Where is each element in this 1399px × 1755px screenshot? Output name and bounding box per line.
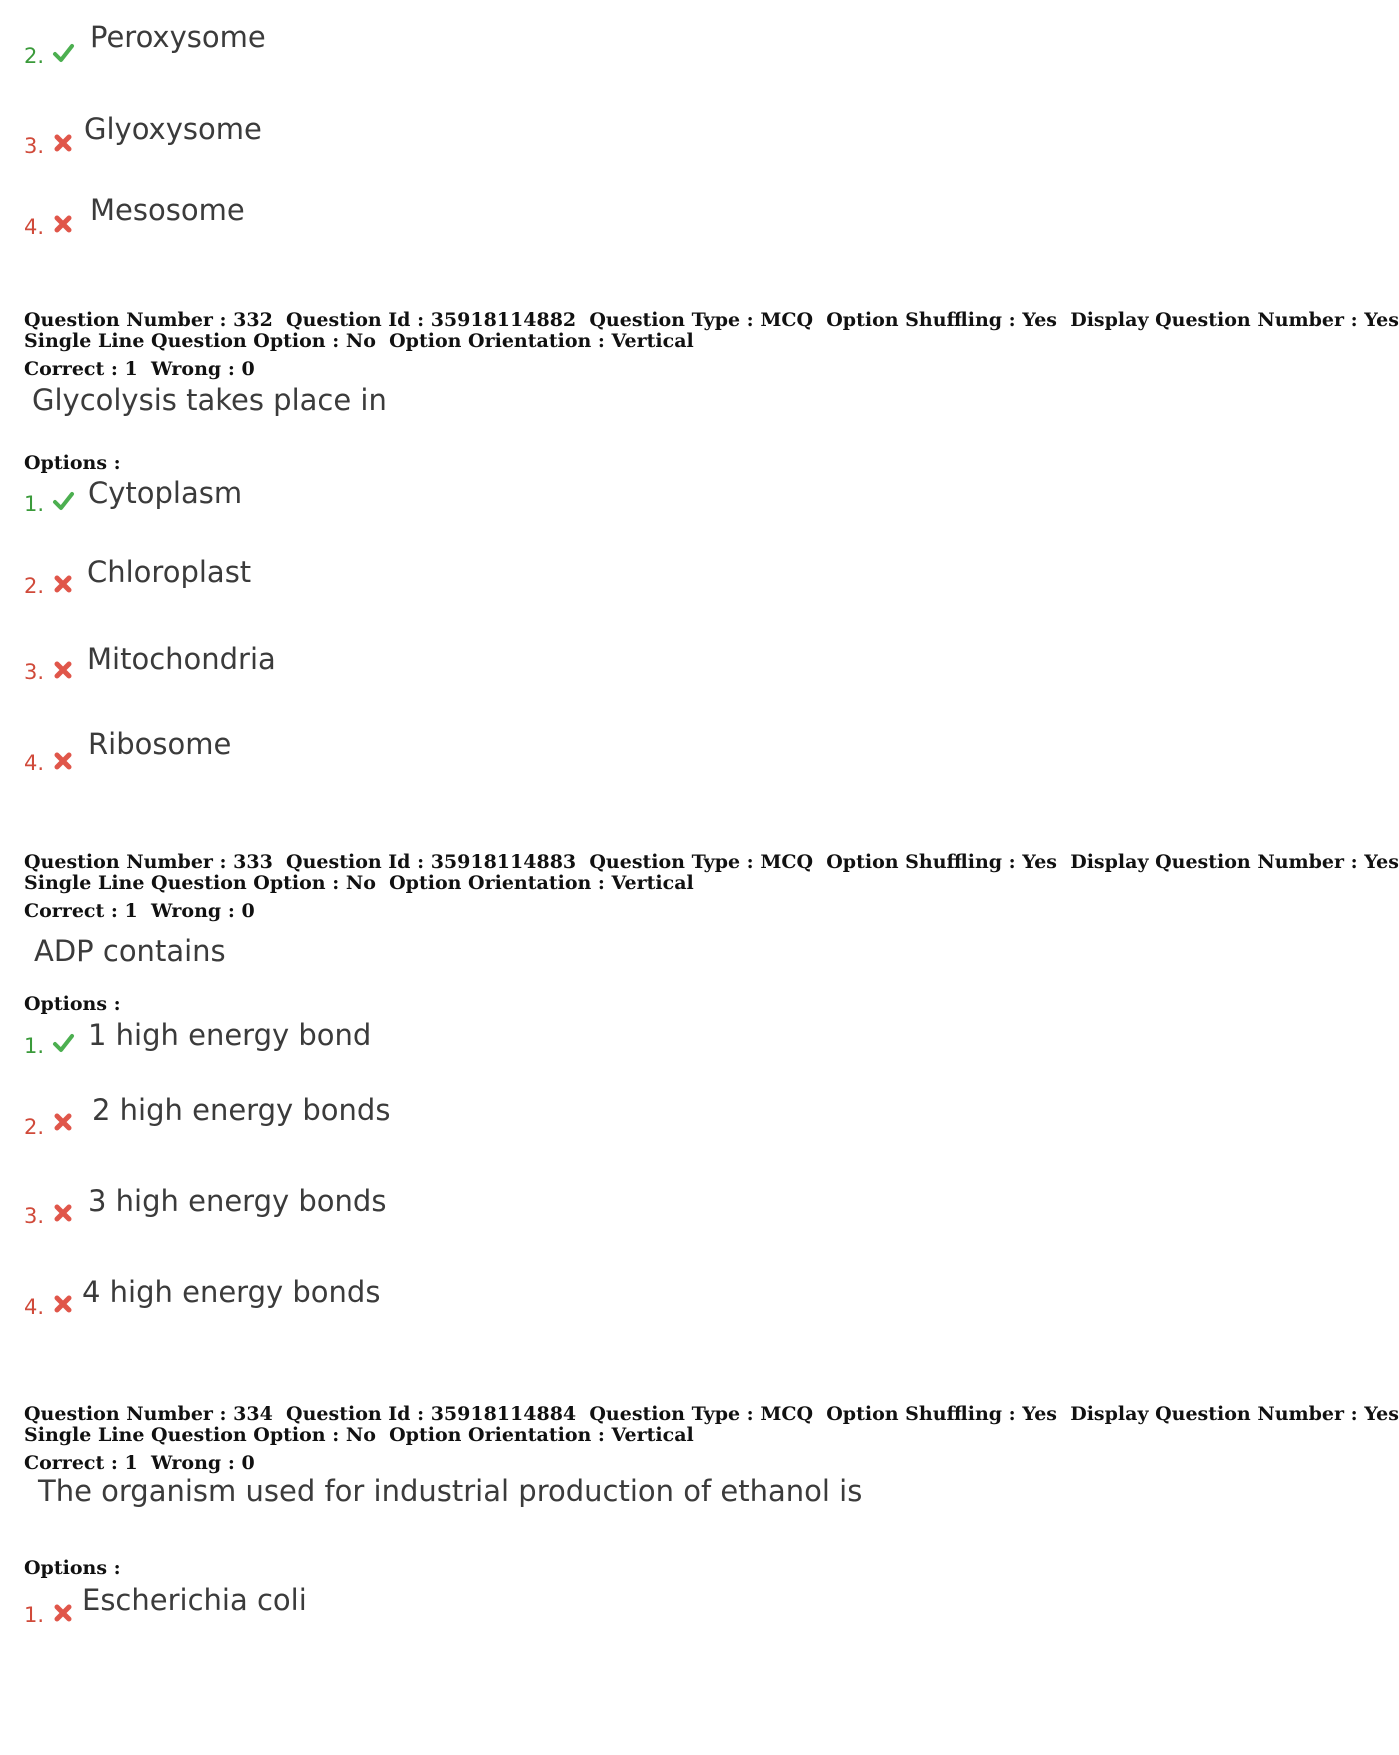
cross-icon [52, 1202, 74, 1224]
option-item [0, 1275, 1240, 1335]
option-text: Chloroplast [87, 555, 252, 589]
option-number: 2. [24, 1115, 45, 1139]
option-text: Cytoplasm [88, 476, 243, 510]
option-text: Mitochondria [87, 642, 276, 676]
option-number: 3. [24, 1204, 45, 1228]
cross-icon [52, 750, 74, 772]
question-meta-line2: Single Line Question Option : No Option Orientation : Vertical [24, 872, 694, 894]
check-icon [52, 42, 74, 64]
question-marks: Correct : 1 Wrong : 0 [24, 900, 255, 922]
option-text: 2 high energy bonds [92, 1093, 391, 1127]
cross-icon [52, 659, 74, 681]
option-text: Escherichia coli [82, 1583, 307, 1617]
option-number: 1. [24, 492, 45, 516]
option-number: 3. [24, 134, 45, 158]
option-item [0, 555, 1240, 615]
option-number: 2. [24, 44, 45, 68]
option-text: 4 high energy bonds [82, 1275, 381, 1309]
option-text: Peroxysome [90, 20, 266, 54]
option-number: 1. [24, 1034, 45, 1058]
option-number: 3. [24, 660, 45, 684]
option-number: 4. [24, 215, 45, 239]
cross-icon [52, 573, 74, 595]
option-number: 2. [24, 574, 45, 598]
cross-icon [52, 213, 74, 235]
option-item [0, 727, 1240, 787]
cross-icon [52, 1293, 74, 1315]
option-item [0, 1184, 1240, 1244]
option-text: Mesosome [90, 193, 245, 227]
cross-icon [52, 1111, 74, 1133]
check-icon [52, 490, 74, 512]
question-text: ADP contains [34, 934, 226, 968]
option-item [0, 1583, 1240, 1643]
cross-icon [52, 132, 74, 154]
option-text: 3 high energy bonds [88, 1184, 387, 1218]
option-text: 1 high energy bond [88, 1018, 372, 1052]
option-item [0, 1018, 1240, 1078]
check-icon [52, 1032, 74, 1054]
question-marks: Correct : 1 Wrong : 0 [24, 358, 255, 380]
question-meta-line1: Question Number : 332 Question Id : 35918114882 Question Type : MCQ Option Shuffling : Yes Display Question Number : Yes [24, 309, 1399, 331]
option-text: Ribosome [88, 727, 232, 761]
question-text: The organism used for industrial production of ethanol is [38, 1474, 863, 1508]
question-meta-line2: Single Line Question Option : No Option Orientation : Vertical [24, 1424, 694, 1446]
option-number: 4. [24, 751, 45, 775]
option-text: Glyoxysome [84, 112, 262, 146]
option-item [0, 478, 1240, 538]
option-item [0, 20, 1240, 80]
option-number: 1. [24, 1603, 45, 1627]
cross-icon [52, 1602, 74, 1624]
options-label: Options : [24, 452, 121, 474]
question-meta-line1: Question Number : 334 Question Id : 35918114884 Question Type : MCQ Option Shuffling : Yes Display Question Number : Yes [24, 1403, 1399, 1425]
option-item [0, 1093, 1240, 1153]
question-meta-line2: Single Line Question Option : No Option Orientation : Vertical [24, 330, 694, 352]
option-item [0, 642, 1240, 706]
question-meta-line1: Question Number : 333 Question Id : 35918114883 Question Type : MCQ Option Shuffling : Yes Display Question Number : Yes [24, 851, 1399, 873]
options-label: Options : [24, 993, 121, 1015]
question-text: Glycolysis takes place in [32, 383, 387, 417]
option-item [0, 112, 1240, 172]
option-number: 4. [24, 1295, 45, 1319]
option-item [0, 193, 1240, 253]
options-label: Options : [24, 1557, 121, 1579]
question-marks: Correct : 1 Wrong : 0 [24, 1452, 255, 1474]
